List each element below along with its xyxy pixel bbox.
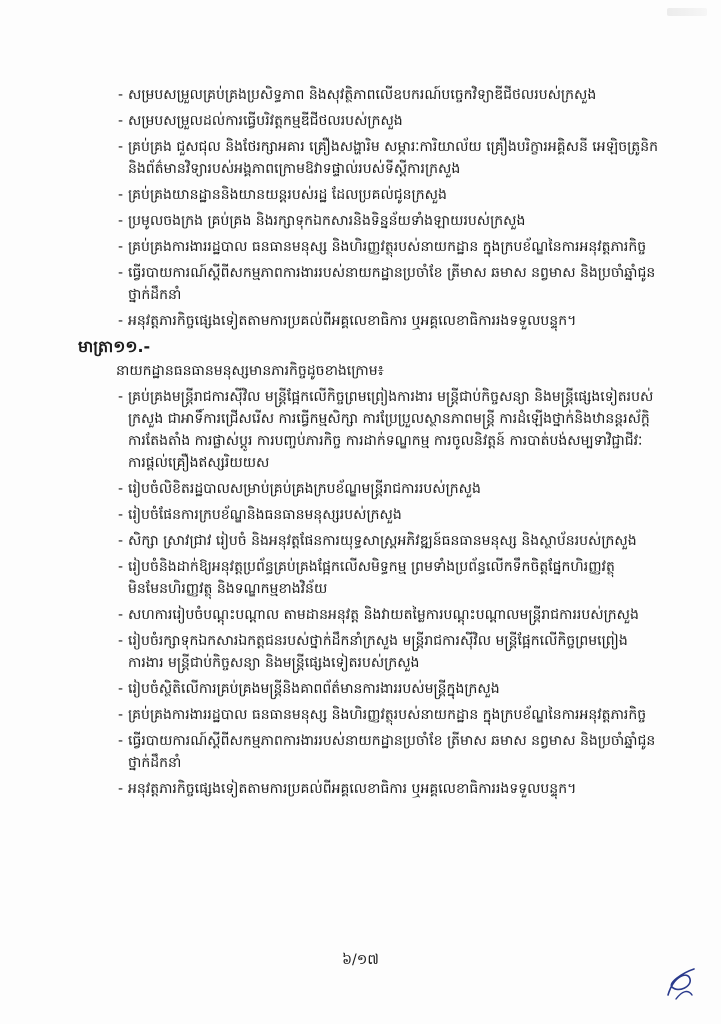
bullet-dash: -: [118, 113, 124, 129]
list-item: - រៀបចំផែនការក្របខ័ណ្ឌនិងធនធានមនុស្សរបស់ក្រសួង: [118, 504, 658, 526]
bullet-dash: -: [118, 633, 124, 649]
bullet-dash: -: [118, 533, 124, 549]
bullet-dash: -: [118, 481, 124, 497]
list-item: - ធ្វើរបាយការណ៍ស្តីពីសកម្មភាពការងាររបស់នាយកដ្ឋានប្រចាំខែ ត្រីមាស ឆមាស នព្វមាស និងប្រចាំឆ្នាំជូនថ្នាក់ដឹកនាំ: [118, 730, 658, 774]
scan-artifact: [667, 8, 707, 16]
section1-list: [0, 84, 721, 332]
bullet-dash: -: [118, 87, 124, 103]
list-item: - រៀបចំលិខិតរដ្ឋបាលសម្រាប់គ្រប់គ្រងក្របខ័ណ្ឌមន្ត្រីរាជការរបស់ក្រសួង: [118, 478, 658, 500]
list-item: - គ្រប់គ្រងការងាររដ្ឋបាល ធនធានមនុស្ស និងហិរញ្ញវត្ថុរបស់នាយកដ្ឋាន ក្នុងក្របខ័ណ្ឌនៃការអនុវត្តភារកិច្ច: [118, 236, 658, 258]
list-item: - សិក្សា ស្រាវជ្រាវ រៀបចំ និងអនុវត្តផែនការយុទ្ធសាស្ត្រអភិវឌ្ឍន៍ធនធានមនុស្ស និងស្ថាប័នរបស់ក្រសួង: [118, 530, 658, 552]
page-number: ៦/១៧: [342, 952, 379, 968]
bullet-dash: -: [118, 313, 124, 329]
list-item: - គ្រប់គ្រងការងាររដ្ឋបាល ធនធានមនុស្ស និងហិរញ្ញវត្ថុរបស់នាយកដ្ឋាន ក្នុងក្របខ័ណ្ឌនៃការអនុវត្តភារកិច្ច: [118, 704, 658, 726]
list-item: - សម្របសម្រួលគ្រប់គ្រងប្រសិទ្ធភាព និងសុវត្ថិភាពលើឧបករណ៍បច្ចេកវិទ្យាឌីជីថលរបស់ក្រសួង: [118, 84, 658, 106]
bullet-dash: -: [118, 559, 124, 575]
bullet-dash: -: [118, 507, 124, 523]
list-item: - រៀបចំស្ថិតិលើការគ្រប់គ្រងមន្ត្រីនិងគាពព័ត៌មានការងាររបស់មន្ត្រីក្នុងក្រសួង: [118, 678, 658, 700]
list-item: - ប្រមូលចងក្រង គ្រប់គ្រង និងរក្សាទុកឯកសារនិងទិន្នន័យទាំងឡាយរបស់ក្រសួង: [118, 210, 658, 232]
list-item: - អនុវត្តភារកិច្ចផ្សេងទៀតតាមការប្រគល់ពីអគ្គលេខាធិការ ឬអគ្គលេខាធិការរងទទួលបន្ទុក។: [118, 778, 658, 800]
bullet-dash: -: [118, 265, 124, 281]
list-item: - គ្រប់គ្រង ជួសជុល និងថែរក្សាអគារ គ្រឿងសង្ហារិម សម្ភារៈការិយាល័យ គ្រឿងបរិក្ខារអគ្គិសនី អេឡិចត្រូនិកនិងព័ត៌មានវិទ្យារបស់អង្គភាពក្រោមឱវាទផ្ទាល់របស់ទីស្តីការក្រសួង: [118, 136, 658, 180]
signature-mark: [660, 965, 700, 1005]
bullet-dash: -: [118, 239, 124, 255]
list-item: - សហការរៀបចំបណ្តុះបណ្តាល តាមដានអនុវត្ត និងវាយតម្លៃការបណ្តុះបណ្តាលមន្ត្រីរាជការរបស់ក្រសួង: [118, 604, 658, 626]
bullet-dash: -: [118, 213, 124, 229]
bullet-dash: -: [118, 187, 124, 203]
article-intro: នាយកដ្ឋានធនធានមនុស្សមានភារកិច្ចដូចខាងក្រោម៖: [116, 363, 384, 379]
document-body: [0, 84, 721, 804]
list-item: - គ្រប់គ្រងយានដ្ឋាននិងយានយន្តរបស់រដ្ឋ ដែលប្រគល់ជូនក្រសួង: [118, 184, 658, 206]
bullet-dash: -: [118, 389, 124, 405]
bullet-dash: -: [118, 733, 124, 749]
bullet-dash: -: [118, 707, 124, 723]
list-item: - ធ្វើរបាយការណ៍ស្តីពីសកម្មភាពការងាររបស់នាយកដ្ឋានប្រចាំខែ ត្រីមាស ឆមាស នព្វមាស និងប្រចាំឆ្នាំជូនថ្នាក់ដឹកនាំ: [118, 262, 658, 306]
bullet-dash: -: [118, 139, 124, 155]
section2-list: [0, 386, 721, 800]
bullet-dash: -: [118, 607, 124, 623]
list-item: - រៀបចំនិងដាក់ឱ្យអនុវត្តប្រព័ន្ធគ្រប់គ្រងផ្អែកលើសមិទ្ធកម្ម ព្រមទាំងប្រព័ន្ធលើកទឹកចិត្តផ្នែកហិរញ្ញវត្ថុ មិនមែនហិរញ្ញវត្ថុ និងទណ្ឌកម្មខាងវិន័យ: [118, 556, 658, 600]
list-item: - អនុវត្តភារកិច្ចផ្សេងទៀតតាមការប្រគល់ពីអគ្គលេខាធិការ ឬអគ្គលេខាធិការរងទទួលបន្ទុក។: [118, 310, 658, 332]
bullet-dash: -: [118, 781, 124, 797]
list-item: - សម្របសម្រួលដល់ការធ្វើបរិវត្តកម្មឌីជីថលរបស់ក្រសួង: [118, 110, 658, 132]
article-title: មាត្រា១១.-: [78, 337, 151, 356]
bullet-dash: -: [118, 681, 124, 697]
list-item: - រៀបចំរក្សាទុកឯកសារឯកត្តជនរបស់ថ្នាក់ដឹកនាំក្រសួង មន្ត្រីរាជការស៊ីវិល មន្ត្រីផ្អែកលើកិច្ចព្រមព្រៀងការងារ មន្ត្រីជាប់កិច្ចសន្យា និងមន្ត្រីផ្សេងទៀតរបស់ក្រសួង: [118, 630, 658, 674]
list-item: - គ្រប់គ្រងមន្ត្រីរាជការស៊ីវិល មន្ត្រីផ្អែកលើកិច្ចព្រមព្រៀងការងារ មន្ត្រីជាប់កិច្ចសន្យា និងមន្ត្រីផ្សេងទៀតរបស់ក្រសួង ជាអាទិ៍ការជ្រើសរើស ការធ្វើកម្មសិក្សា ការប្រែប្រួលស្ថានភាពមន្ត្រី ការដំឡើងថ្នាក់និងឋានន្តរស័ក្តិ ការតែងតាំង ការផ្លាស់ប្តូរ ការបញ្ចប់ភារកិច្ច ការដាក់ទណ្ឌកម្ម ការចូលនិវត្តន៍ ការបាត់បង់សម្បទាវិជ្ជាជីវៈ ការផ្តល់គ្រឿងឥស្សរិយយស: [118, 386, 658, 474]
